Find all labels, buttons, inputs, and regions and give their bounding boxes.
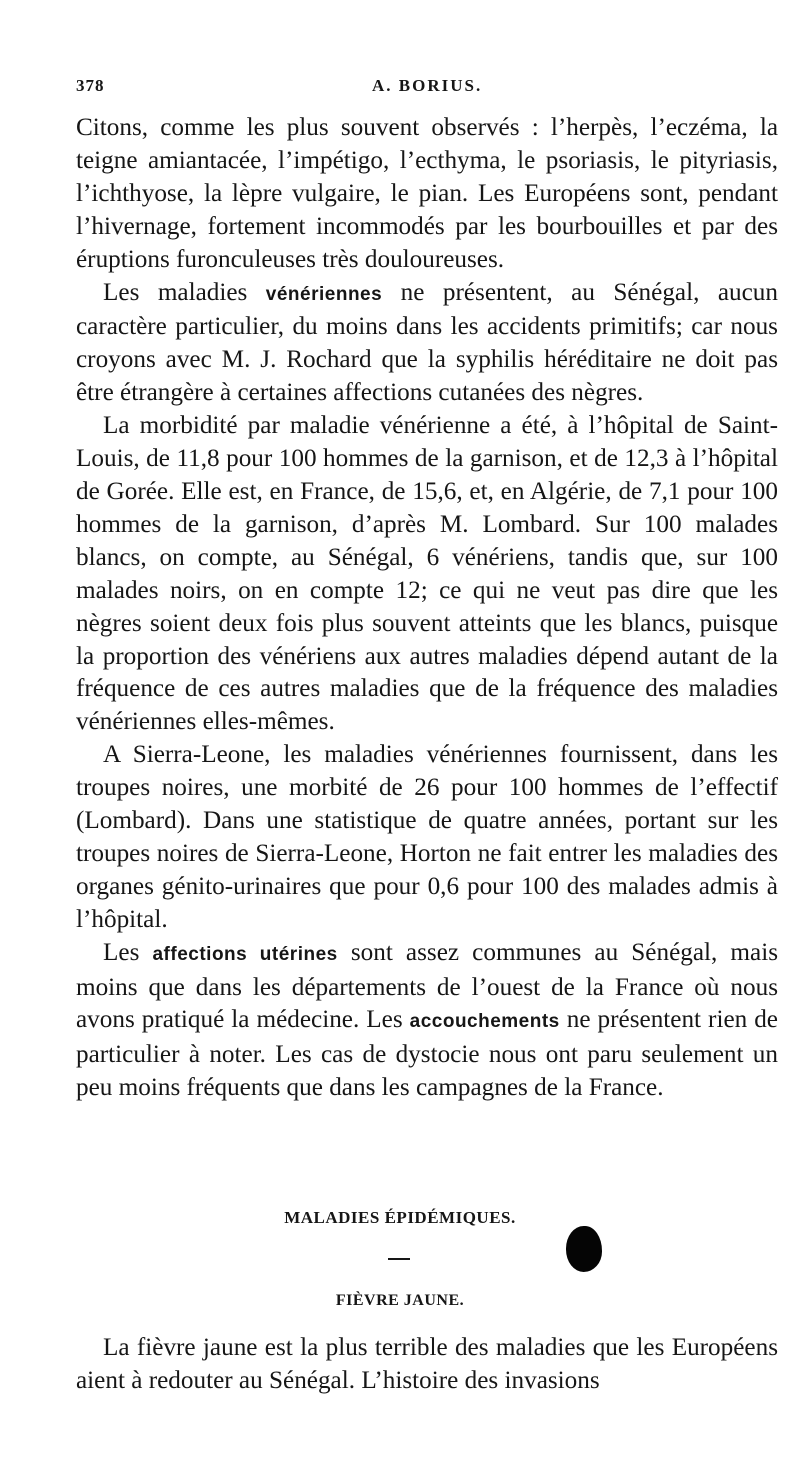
running-head: A. BORIUS. [372, 76, 483, 95]
paragraph-text: sont assez communes au Sénégal, mais moins que dans les départements de l’ouest de la France où nous avons pratiqué la médecine. Les [76, 938, 778, 1034]
running-header [76, 74, 776, 104]
paragraph-morbidity: La morbidité par maladie vénérienne a été, à l’hôpital de Saint-Louis, de 11,8 pour 100 hommes de la garnison, et de 12,3 à l’hôpital de Gorée. Elle est, en France, de 15,6, et, en Algérie, de 7,1 pour 100 hommes de la garnison, d’après M. Lombard. Sur 100 malades blancs, on compte, au Sénégal, 6 vénériens, tandis que, sur 100 malades noirs, on en compte 12; ce qui ne veut pas dire que les nègres soient deux fois plus souvent atteints que les blancs, puisque la proportion des vénériens aux autres maladies dépend autant de la fréquence de ces autres maladies que de la fréquence des maladies vénériennes elles-mêmes. [76, 412, 778, 736]
paragraph-yellow-fever: La fièvre jaune est la plus terrible des maladies que les Européens aient à redouter au Sénégal. L’histoire des invasions [76, 1334, 778, 1394]
paragraph-text: Les maladies [103, 278, 266, 306]
section-heading: MALADIES ÉPIDÉMIQUES. [284, 1208, 516, 1227]
section-divider [388, 1258, 410, 1260]
emphasis-venereal: vénériennes [265, 283, 383, 305]
paragraph-uterine [76, 937, 778, 1106]
main-text [76, 112, 778, 1105]
paragraph-text: ne présentent, au Sénégal, aucun caractère particulier, du moins dans les accidents primitifs; car nous croyons avec M. J. Rochard que la syphilis héréditaire ne doit pas être étrangère à certaines affections cutanées des nègres. [76, 278, 778, 407]
page-number: 378 [76, 76, 105, 95]
subsection-heading: FIÈVRE JAUNE. [335, 1292, 465, 1309]
paragraph-text: ne présentent rien de particulier à noter. Les cas de dystocie nous ont paru seulement un peu moins fréquents que dans les campagnes de la France. [76, 1006, 778, 1102]
paragraph-venereal [76, 277, 778, 411]
emphasis-childbirth: accouchements [409, 1011, 560, 1033]
paragraph-skin-diseases: Citons, comme les plus souvent observés : l’herpès, l’eczéma, la teigne amiantacée, l’impétigo, l’ecthyma, le psoriasis, le pityriasis, l’ichthyose, la lèpre vulgaire, le pian. Les Européens sont, pendant l’hivernage, fortement incommodés par les bourbouilles et par des éruptions furonculeuses très douloureuses. [76, 114, 778, 273]
paragraph-sierra-leone: A Sierra-Leone, les maladies vénériennes fournissent, dans les troupes noires, une morbité de 26 pour 100 hommes de l’effectif (Lombard). Dans une statistique de quatre années, portant sur les troupes noires de Sierra-Leone, Horton ne fait entrer les maladies des organes génito-urinaires que pour 0,6 pour 100 des malades admis à l’hôpital. [76, 741, 778, 933]
paragraph-text: Les [103, 938, 153, 966]
yellow-fever-text [76, 1332, 778, 1398]
emphasis-uterine: affections utérines [152, 943, 338, 965]
ink-blot [566, 1226, 602, 1272]
